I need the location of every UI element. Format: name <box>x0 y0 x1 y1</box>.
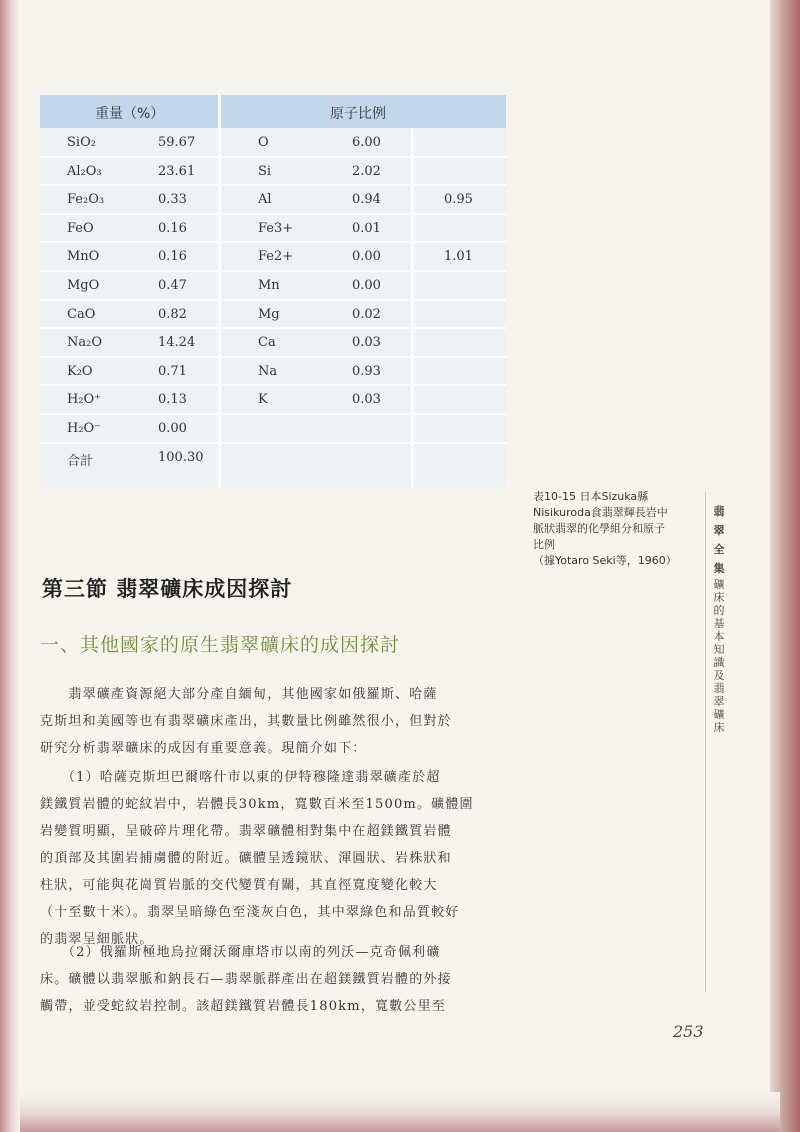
caption-line: Nisikuroda食翡翠輝長岩中 <box>533 506 668 519</box>
cell-element: Mn <box>258 278 280 293</box>
page-left-edge <box>0 0 20 1132</box>
running-head-char: 翡 <box>713 682 725 695</box>
cell-weight: 0.33 <box>158 192 187 208</box>
row-divider <box>40 384 506 386</box>
cell-weight: 0.71 <box>158 363 187 379</box>
row-divider <box>40 213 506 215</box>
cell-element: Mg <box>258 306 280 322</box>
cell-weight: 0.47 <box>158 278 187 293</box>
header-atomic-ratio: 原子比例 <box>330 106 386 122</box>
row-divider <box>40 270 506 272</box>
paragraph-intro <box>40 681 502 762</box>
cell-atomic-ratio: 0.94 <box>352 192 381 208</box>
cell-group-ratio: 1.01 <box>444 249 473 265</box>
cell-weight: 0.16 <box>158 220 187 236</box>
caption-line: （據Yotaro Seki等，1960） <box>533 554 677 567</box>
cell-oxide: FeO <box>67 220 94 236</box>
cell-atomic-ratio: 2.02 <box>352 163 381 179</box>
section-title: 第三節 翡翠礦床成因探討 <box>42 576 293 601</box>
book-spine-edge <box>770 0 800 1132</box>
cell-weight: 0.82 <box>158 306 187 322</box>
row-divider <box>40 327 506 329</box>
cell-element: Fe2+ <box>258 249 294 265</box>
running-head-char: 集 <box>713 562 725 575</box>
cell-weight: 100.30 <box>158 449 204 465</box>
cell-oxide: Fe₂O₃ <box>67 192 105 208</box>
text-line: （2）俄羅斯極地烏拉爾沃爾庫塔市以南的列沃—克奇佩利礦 <box>40 945 441 960</box>
cell-weight: 0.13 <box>158 392 187 408</box>
row-divider <box>40 241 506 243</box>
cell-atomic-ratio: 6.00 <box>352 135 381 150</box>
page-bottom-edge <box>20 1092 780 1132</box>
cell-oxide: H₂O⁺ <box>67 392 102 408</box>
cell-atomic-ratio: 0.93 <box>352 363 381 379</box>
text-line: 柱狀，可能與花崗質岩脈的交代變質有關，其直徑寬度變化較大 <box>40 878 438 893</box>
cell-element: Na <box>258 363 278 379</box>
running-head-char: 礦 <box>713 578 725 591</box>
cell-oxide: MnO <box>67 249 100 265</box>
text-line: 觸帶，並受蛇紋岩控制。該超鎂鐵質岩體長180km，寬數公里至 <box>40 999 447 1014</box>
cell-atomic-ratio: 0.03 <box>352 392 381 408</box>
paragraph-kazakhstan <box>40 764 502 953</box>
row-divider <box>40 299 506 301</box>
row-divider <box>40 413 506 415</box>
cell-atomic-ratio: 0.00 <box>352 249 381 265</box>
subsection-title: 一、其他國家的原生翡翠礦床的成因探討 <box>40 634 401 656</box>
text-line: 克斯坦和美國等也有翡翠礦床產出，其數量比例雖然很小，但對於 <box>40 714 452 729</box>
cell-oxide: MgO <box>67 278 100 293</box>
cell-weight: 0.00 <box>158 421 187 436</box>
cell-atomic-ratio: 0.00 <box>352 278 381 293</box>
running-head-char: 知 <box>713 643 725 656</box>
table-caption <box>533 489 693 569</box>
text-line: 翡翠礦產資源絕大部分產自緬甸，其他國家如俄羅斯、哈薩 <box>40 687 438 702</box>
composition-table <box>40 95 506 487</box>
caption-line: 比例 <box>533 538 555 551</box>
running-head-rule <box>705 492 706 992</box>
text-line: 的頂部及其圍岩捕虜體的附近。礦體呈透鏡狀、渾圓狀、岩株狀和 <box>40 851 452 866</box>
running-head-book <box>712 502 726 578</box>
running-head-char: 識 <box>713 656 725 669</box>
cell-element: Si <box>258 163 272 179</box>
cell-atomic-ratio: 0.01 <box>352 220 381 236</box>
cell-element: O <box>258 135 269 150</box>
running-head-chapter <box>712 578 726 734</box>
running-head-char: 礦 <box>713 708 725 721</box>
cell-element: K <box>258 392 268 408</box>
cell-weight: 0.16 <box>158 249 187 265</box>
cell-oxide: 合計 <box>67 453 94 469</box>
cell-oxide: SiO₂ <box>67 135 96 150</box>
text-line: 岩變質明顯，呈破碎片理化帶。翡翠礦體相對集中在超鎂鐵質岩體 <box>40 824 452 839</box>
table-body <box>40 95 506 487</box>
running-head-char: 翡 <box>713 505 725 518</box>
running-head-char: 床 <box>713 721 725 734</box>
running-head-char: 基 <box>713 617 725 630</box>
text-line: （十至數十米）。翡翠呈暗綠色至淺灰白色，其中翠綠色和品質較好 <box>40 905 460 920</box>
cell-element: Ca <box>258 335 276 351</box>
row-divider <box>40 442 506 444</box>
text-line: 的翡翠呈細脈狀。 <box>40 932 154 947</box>
running-head-char: 床 <box>713 591 725 604</box>
running-head-char: 的 <box>713 604 725 617</box>
text-line: 鎂鐵質岩體的蛇紋岩中，岩體長30km，寬數百米至1500m。礦體圍 <box>40 797 474 812</box>
cell-oxide: Al₂O₃ <box>67 163 102 179</box>
page-number: 253 <box>673 1022 704 1041</box>
cell-atomic-ratio: 0.03 <box>352 335 381 351</box>
cell-group-ratio: 0.95 <box>444 192 473 208</box>
running-head-char: 全 <box>713 543 725 556</box>
running-head-char: 本 <box>713 630 725 643</box>
cell-oxide: CaO <box>67 306 96 322</box>
running-head-char: 翠 <box>713 524 725 537</box>
cell-element: Fe3+ <box>258 220 294 236</box>
cell-oxide: K₂O <box>67 363 93 379</box>
text-line: 研究分析翡翠礦床的成因有重要意義。現簡介如下： <box>40 741 367 756</box>
cell-oxide: Na₂O <box>67 335 102 351</box>
caption-line: 表10-15 日本Sizuka縣 <box>533 490 649 503</box>
row-divider <box>40 184 506 186</box>
cell-oxide: H₂O⁻ <box>67 421 102 436</box>
caption-line: 脈狀翡翠的化學組分和原子 <box>533 522 665 535</box>
row-divider <box>40 156 506 158</box>
paragraph-russia <box>40 939 502 1020</box>
cell-atomic-ratio: 0.02 <box>352 306 381 322</box>
cell-weight: 14.24 <box>158 335 196 351</box>
text-line: （1）哈薩克斯坦巴爾喀什市以東的伊特穆隆達翡翠礦產於超 <box>40 770 441 785</box>
running-head-char: 翠 <box>713 695 725 708</box>
cell-weight: 23.61 <box>158 163 196 179</box>
cell-weight: 59.67 <box>158 135 196 150</box>
running-head-char: 及 <box>713 669 725 682</box>
cell-element: Al <box>258 192 272 208</box>
text-line: 床。礦體以翡翠脈和鈉長石—翡翠脈群產出在超鎂鐵質岩體的外接 <box>40 972 452 987</box>
header-weight: 重量（%） <box>95 106 165 122</box>
row-divider <box>40 356 506 358</box>
